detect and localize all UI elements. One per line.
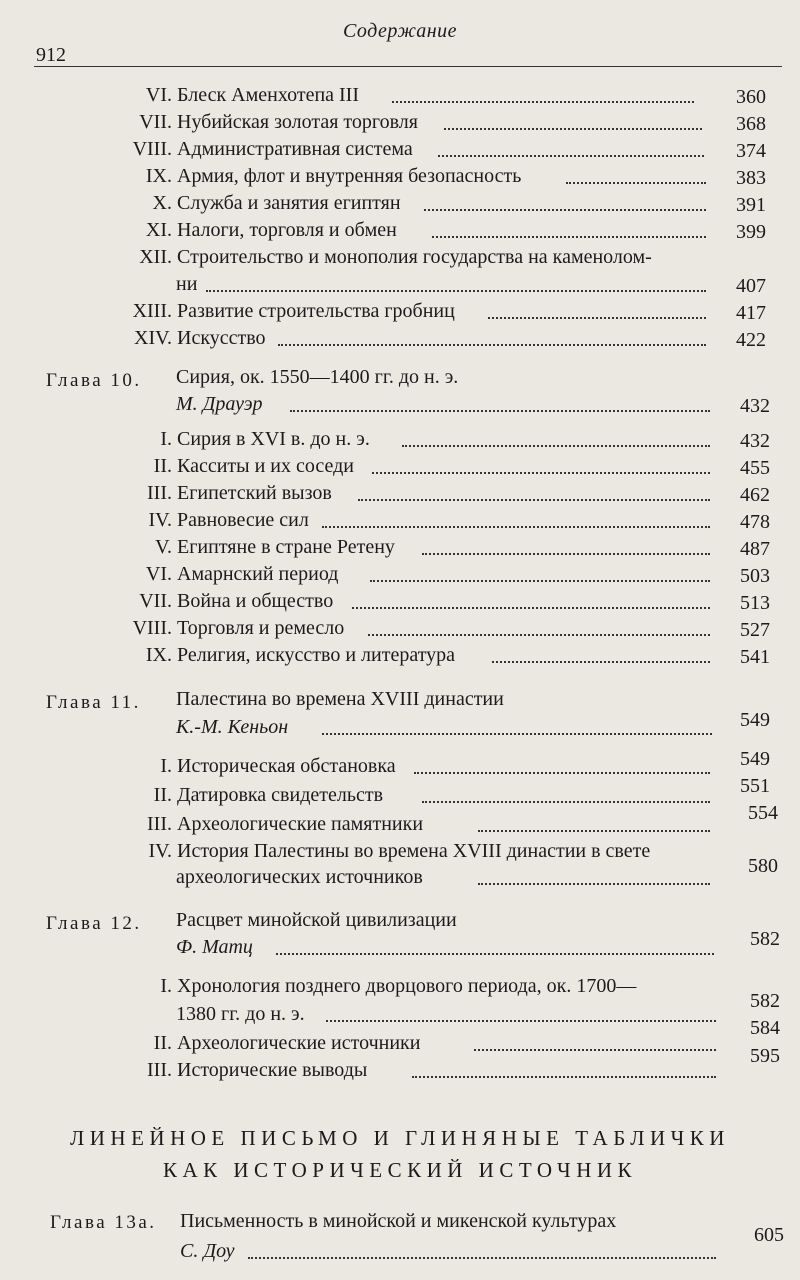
entry-number: IV.	[148, 509, 172, 531]
entry-page: 383	[736, 167, 766, 189]
entry-title-continuation: ни	[176, 273, 198, 295]
chapter-author: Ф. Матц	[176, 936, 253, 958]
entry-page: 422	[736, 329, 766, 351]
entry-number: IX.	[145, 644, 172, 666]
entry-number: XII.	[139, 246, 172, 268]
toc-entry	[100, 111, 418, 134]
entry-number: VIII.	[132, 617, 172, 639]
entry-number: III.	[147, 813, 172, 835]
dot-leader	[358, 499, 710, 501]
toc-entry	[100, 246, 652, 269]
chapter-label: Глава 12.	[46, 913, 142, 934]
entry-title: Развитие строительства гробниц	[177, 300, 455, 322]
entry-number: IX.	[145, 165, 172, 187]
chapter-author: К.-М. Кеньон	[176, 716, 289, 738]
entry-number: III.	[147, 482, 172, 504]
toc-entry	[100, 300, 455, 323]
entry-number: I.	[160, 428, 172, 450]
entry-page: 503	[740, 565, 770, 587]
entry-title: История Палестины во времена XVIII династии в свете	[177, 840, 651, 862]
toc-entry	[100, 755, 396, 778]
entry-number: II.	[153, 784, 172, 806]
toc-entry	[100, 138, 413, 161]
author-page: 432	[740, 395, 770, 417]
dot-leader	[322, 733, 712, 735]
entry-title: Религия, искусство и литература	[177, 644, 456, 666]
entry-number: VI.	[145, 563, 172, 585]
dot-leader	[372, 472, 710, 474]
toc-entry	[100, 840, 650, 863]
author-page: 582	[750, 928, 780, 950]
dot-leader	[478, 883, 710, 885]
dot-leader	[206, 290, 706, 292]
chapter-title: Письменность в минойской и микенской культурах	[180, 1210, 617, 1232]
dot-leader	[326, 1020, 716, 1022]
toc-entry	[100, 784, 383, 807]
dot-leader	[488, 317, 706, 319]
entry-number: XIV.	[134, 327, 172, 349]
entry-number: XI.	[145, 219, 172, 241]
entry-page: 432	[740, 430, 770, 452]
entry-title: Армия, флот и внутренняя безопасность	[177, 165, 522, 187]
dot-leader	[276, 953, 714, 955]
entry-page: 487	[740, 538, 770, 560]
page-number: 912	[36, 44, 66, 66]
entry-title: Война и общество	[177, 590, 334, 612]
entry-title: Историческая обстановка	[177, 755, 396, 777]
chapter-title: Сирия, ок. 1550—1400 гг. до н. э.	[176, 366, 459, 388]
entry-page: 360	[736, 86, 766, 108]
dot-leader	[278, 344, 706, 346]
entry-title: Искусство	[177, 327, 266, 349]
dot-leader	[474, 1049, 716, 1051]
entry-title: Налоги, торговля и обмен	[177, 219, 397, 241]
dot-leader	[438, 155, 704, 157]
entry-number: VII.	[139, 111, 172, 133]
entry-number: V.	[155, 536, 172, 558]
toc-entry	[100, 975, 636, 998]
entry-page: 399	[736, 221, 766, 243]
entry-title: Хронология позднего дворцового периода, ок. 1700—	[177, 975, 637, 997]
dot-leader	[248, 1257, 716, 1259]
entry-title: Археологические памятники	[177, 813, 424, 835]
entry-page: 391	[736, 194, 766, 216]
toc-entry	[100, 84, 359, 107]
entry-title: Блеск Аменхотепа III	[177, 84, 360, 106]
chapter-title: Расцвет минойской цивилизации	[176, 909, 457, 931]
entry-page: 554	[748, 802, 778, 824]
dot-leader	[478, 830, 710, 832]
entry-title: Египтяне в стране Ретену	[177, 536, 395, 558]
entry-number: III.	[147, 1059, 172, 1081]
author-page: 549	[740, 709, 770, 731]
dot-leader	[370, 580, 710, 582]
toc-entry	[100, 644, 455, 667]
toc-entry	[100, 1032, 420, 1055]
entry-page: 582	[750, 990, 780, 1012]
toc-entry	[100, 590, 333, 613]
entry-page: 551	[740, 775, 770, 797]
chapter-label: Глава 10.	[46, 370, 142, 391]
entry-title-continuation: 1380 гг. до н. э.	[176, 1003, 305, 1025]
entry-number: I.	[160, 755, 172, 777]
toc-entry	[100, 219, 397, 242]
dot-leader	[402, 445, 710, 447]
entry-page: 417	[736, 302, 766, 324]
entry-number: VII.	[139, 590, 172, 612]
dot-leader	[412, 1076, 716, 1078]
toc-entry	[100, 617, 344, 640]
chapter-label: Глава 13а.	[50, 1212, 157, 1233]
entry-title: Административная система	[177, 138, 413, 160]
toc-entry	[100, 455, 354, 478]
entry-page: 513	[740, 592, 770, 614]
entry-page: 455	[740, 457, 770, 479]
entry-number: VI.	[145, 84, 172, 106]
toc-entry	[100, 327, 266, 350]
dot-leader	[422, 553, 710, 555]
dot-leader	[368, 634, 710, 636]
dot-leader	[414, 772, 710, 774]
entry-title: Датировка свидетельств	[177, 784, 384, 806]
toc-entry	[100, 536, 395, 559]
entry-title: Торговля и ремесло	[177, 617, 345, 639]
entry-title: Служба и занятия египтян	[177, 192, 401, 214]
entry-number: XIII.	[132, 300, 172, 322]
chapter-author: С. Доу	[180, 1240, 235, 1262]
entry-page: 541	[740, 646, 770, 668]
entry-title: Сирия в XVI в. до н. э.	[177, 428, 370, 450]
entry-number: II.	[153, 455, 172, 477]
dot-leader	[432, 236, 706, 238]
dot-leader	[422, 801, 710, 803]
entry-page: 368	[736, 113, 766, 135]
entry-title: Равновесие сил	[177, 509, 309, 531]
author-page: 605	[754, 1224, 784, 1246]
toc-entry	[100, 192, 401, 215]
chapter-author: М. Драуэр	[176, 393, 263, 415]
toc-entry	[100, 482, 332, 505]
entry-number: VIII.	[132, 138, 172, 160]
dot-leader	[392, 101, 694, 103]
entry-title: Египетский вызов	[177, 482, 332, 504]
entry-page: 374	[736, 140, 766, 162]
entry-title: Археологические источники	[177, 1032, 421, 1054]
entry-number: I.	[160, 975, 172, 997]
entry-page: 478	[740, 511, 770, 533]
dot-leader	[290, 410, 710, 412]
section-heading-line2: КАК ИСТОРИЧЕСКИЙ ИСТОЧНИК	[162, 1158, 638, 1182]
dot-leader	[444, 128, 702, 130]
dot-leader	[424, 209, 706, 211]
section-heading-line1: ЛИНЕЙНОЕ ПИСЬМО И ГЛИНЯНЫЕ ТАБЛИЧКИ	[70, 1126, 730, 1150]
entry-title: Исторические выводы	[177, 1059, 368, 1081]
dot-leader	[322, 526, 710, 528]
dot-leader	[566, 182, 706, 184]
chapter-title: Палестина во времена XVIII династии	[176, 688, 504, 710]
entry-number: II.	[153, 1032, 172, 1054]
entry-page: 549	[740, 748, 770, 770]
entry-title: Касситы и их соседи	[177, 455, 354, 477]
toc-entry	[100, 563, 338, 586]
dot-leader	[492, 661, 710, 663]
running-title: Содержание	[342, 20, 458, 42]
entry-number: IV.	[148, 840, 172, 862]
entry-page: 407	[736, 275, 766, 297]
entry-page: 462	[740, 484, 770, 506]
entry-page: 595	[750, 1045, 780, 1067]
toc-entry	[100, 1059, 367, 1082]
entry-title: Амарнский период	[177, 563, 339, 585]
toc-entry	[100, 813, 423, 836]
entry-number: X.	[152, 192, 172, 214]
entry-title-continuation: археологических источников	[176, 866, 423, 888]
chapter-label: Глава 11.	[46, 692, 141, 713]
toc-entry	[100, 428, 370, 451]
entry-page: 584	[750, 1017, 780, 1039]
entry-title: Строительство и монополия государства на каменолом-	[177, 246, 652, 268]
toc-entry	[100, 165, 521, 188]
entry-page: 527	[740, 619, 770, 641]
entry-page: 580	[748, 855, 778, 877]
dot-leader	[352, 607, 710, 609]
entry-title: Нубийская золотая торговля	[177, 111, 418, 133]
header-rule	[34, 66, 782, 67]
toc-entry	[100, 509, 309, 532]
